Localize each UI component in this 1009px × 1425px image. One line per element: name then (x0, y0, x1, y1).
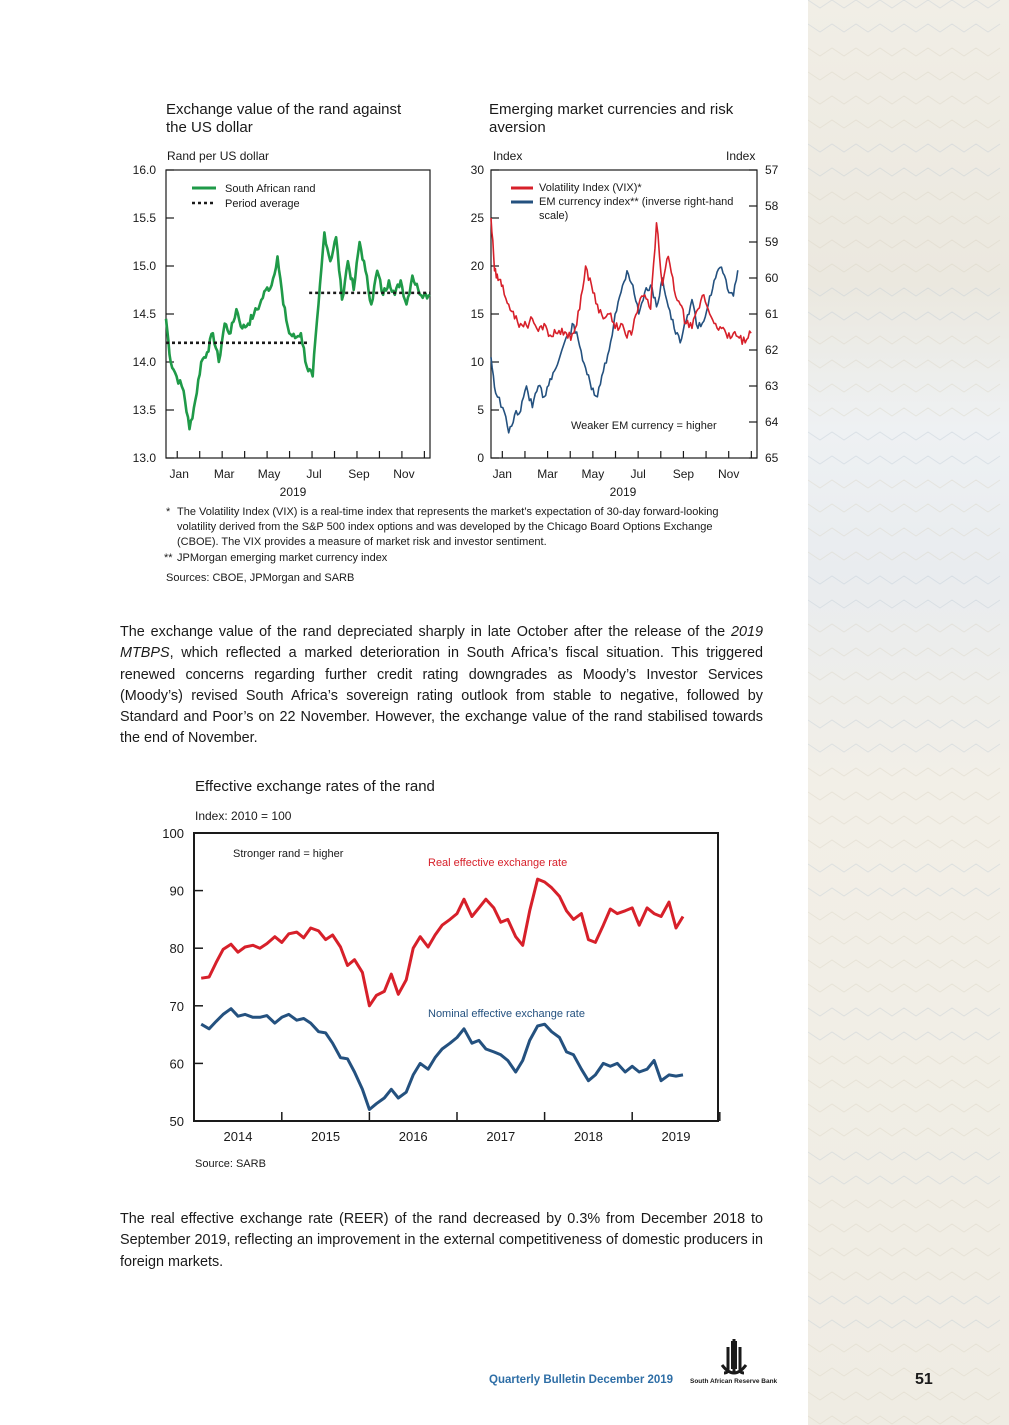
pattern-stroke (808, 1248, 1000, 1256)
chart3-y-tick-label: 100 (162, 826, 184, 841)
pattern-stroke (808, 1056, 1000, 1064)
pattern-stroke (808, 1296, 1000, 1304)
chart1-unit-label: Rand per US dollar (167, 149, 270, 163)
chart2-year-label: 2019 (609, 485, 637, 499)
chart3-unit-label: Index: 2010 = 100 (195, 809, 292, 823)
chart2-left-y-tick-label: 10 (470, 355, 484, 369)
pattern-stroke (808, 936, 1000, 944)
chart3-y-tick-label: 70 (169, 998, 184, 1014)
paragraph-reer: The real effective exchange rate (REER) of the rand decreased by 0.3% from December 2018 to September 2019, reflecting an improvement in the external competitiveness of domestic producers in foreign markets. (120, 1211, 763, 1270)
pattern-stroke (808, 528, 1000, 536)
chart3-note: Stronger rand = higher (233, 848, 344, 860)
page-number: 51 (915, 1371, 933, 1388)
chart2-legend-em-label-cont: scale) (539, 210, 569, 222)
chart3-x-tick-label: 2016 (398, 1129, 428, 1144)
chart2-right-y-tick-label: 62 (765, 343, 779, 357)
chart3-y-tick-label: 80 (169, 941, 184, 957)
chart1-y-tick-label: 14.5 (132, 307, 156, 321)
pattern-stroke (808, 1344, 1000, 1352)
pattern-stroke (808, 1224, 1000, 1232)
pattern-stroke (808, 1128, 1000, 1136)
pattern-stroke (808, 1104, 1000, 1112)
chart2-right-unit-label: Index (726, 149, 756, 163)
chart2-right-y-tick-label: 59 (765, 235, 779, 249)
chart2-x-tick-label: Jan (492, 467, 512, 481)
pattern-stroke (808, 864, 1000, 872)
pattern-stroke (808, 624, 1000, 632)
chart2-series-group (491, 218, 751, 433)
pattern-stroke (808, 1416, 1000, 1424)
chart3-series-group (201, 879, 683, 1109)
chart2-right-y-axis (749, 163, 779, 465)
chart2-x-tick-label: May (581, 467, 605, 481)
pattern-stroke (808, 792, 1000, 800)
pattern-stroke (808, 648, 1000, 656)
pattern-stroke (808, 768, 1000, 776)
chart3-label-real: Real effective exchange rate (428, 857, 568, 869)
chart2-legend-vix-label: Volatility Index (VIX)* (539, 182, 642, 194)
chart1-y-tick-label: 14.0 (132, 355, 156, 369)
chart1-y-tick-label: 13.0 (132, 451, 156, 465)
chart3-plot-frame (194, 833, 718, 1121)
chart2-left-y-tick-label: 5 (477, 403, 484, 417)
chart2-left-y-axis (471, 163, 499, 465)
chart2-title: Emerging market currencies and risk aversion (489, 101, 734, 136)
chart3-x-axis (224, 1112, 720, 1144)
footnote-star1-marker: * (166, 506, 171, 518)
chart2-left-y-tick-label: 20 (470, 259, 484, 273)
chart3-x-tick-label: 2014 (223, 1129, 253, 1144)
chart3-source: Source: SARB (195, 1158, 266, 1170)
chart1-x-tick-label: Mar (213, 467, 235, 481)
chart3-x-tick-label: 2019 (661, 1129, 691, 1144)
chart1-plot-frame (166, 170, 430, 458)
chart1-y-tick-label: 15.5 (132, 211, 156, 225)
pattern-stroke (808, 672, 1000, 680)
pattern-stroke (808, 552, 1000, 560)
pattern-stroke (808, 1032, 1000, 1040)
mtbps-italic: 2019 MTBPS (120, 624, 763, 662)
chart3-label-nominal: Nominal effective exchange rate (428, 1008, 585, 1020)
chart1-legend-average-label: Period average (225, 198, 300, 210)
top-charts-canvas (0, 0, 1009, 520)
chart1-rand-line (166, 232, 430, 429)
chart2-right-y-tick-label: 58 (765, 199, 779, 213)
chart3-nominal-line (201, 1009, 683, 1110)
pattern-stroke (808, 960, 1000, 968)
footnote-star2-marker: ** (164, 552, 173, 564)
pattern-stroke (808, 1152, 1000, 1160)
pattern-stroke (808, 696, 1000, 704)
footnote-star2: JPMorgan emerging market currency index (177, 552, 388, 564)
chart1-x-tick-label: Nov (393, 467, 415, 481)
chart2-vix-line (491, 218, 751, 344)
sarb-logo-icon (718, 1337, 750, 1377)
chart2-right-y-tick-label: 57 (765, 163, 779, 177)
footnote-star1: The Volatility Index (VIX) is a real-time index that represents the market’s expectation of 30-day forward-looking volatility derived from the S&P 500 index options and was developed by the Chicago Board Options Exchange (CBOE). The VIX provides a measure of market risk and investor sentiment. (177, 506, 719, 548)
footer-publication: Quarterly Bulletin December 2019 (489, 1374, 674, 1386)
chart1-y-tick-label: 16.0 (132, 163, 156, 177)
chart1-legend-rand-label: South African rand (225, 183, 316, 195)
pattern-stroke (808, 744, 1000, 752)
chart2-em-line (491, 267, 738, 433)
pattern-stroke (808, 816, 1000, 824)
pattern-stroke (808, 912, 1000, 920)
chart2-x-axis (493, 451, 752, 481)
chart3-y-tick-label: 60 (169, 1056, 184, 1072)
pattern-stroke (808, 1176, 1000, 1184)
pattern-stroke (808, 1200, 1000, 1208)
pattern-stroke (808, 600, 1000, 608)
pattern-stroke (808, 1272, 1000, 1280)
footer-bank-name: South African Reserve Bank (690, 1378, 778, 1385)
chart3-y-tick-label: 90 (169, 883, 184, 899)
chart2-right-y-tick-label: 63 (765, 379, 779, 393)
chart1-x-tick-label: Sep (348, 467, 370, 481)
pattern-stroke (808, 888, 1000, 896)
chart3-y-tick-label: 50 (169, 1114, 184, 1129)
chart1-x-tick-label: Jul (306, 467, 322, 481)
chart1-x-axis (170, 451, 425, 481)
chart2-left-y-tick-label: 15 (470, 307, 484, 321)
chart2-left-y-tick-label: 0 (477, 451, 484, 465)
chart3-x-tick-label: 2018 (573, 1129, 603, 1144)
chart3-title: Effective exchange rates of the rand (195, 778, 435, 795)
chart2-plot-frame (491, 170, 757, 458)
chart1-x-tick-label: Jan (169, 467, 189, 481)
chart2-right-y-tick-label: 65 (765, 451, 779, 465)
chart2-right-y-tick-label: 60 (765, 271, 779, 285)
pattern-stroke (808, 984, 1000, 992)
chart1-y-tick-label: 15.0 (132, 259, 156, 273)
chart2-left-y-tick-label: 25 (470, 211, 484, 225)
pattern-stroke (808, 1392, 1000, 1400)
paragraph-exchange-rate: The exchange value of the rand depreciated sharply in late October after the release of the 2019 MTBPS, which reflected a marked deterioration in South Africa’s fiscal situation. This triggered renewed concerns regarding further credit rating downgrades as Moody’s Investor Services (Moody’s) revised South Africa’s sovereign rating outlook from stable to negative, followed by Standard and Poor’s on 22 November. However, the exchange value of the rand stabilised towards the end of November. (120, 624, 763, 747)
chart1-series-group (166, 232, 430, 429)
pattern-stroke (808, 576, 1000, 584)
chart2-x-tick-label: Sep (672, 467, 695, 481)
pattern-stroke (808, 720, 1000, 728)
chart2-left-unit-label: Index (493, 149, 523, 163)
chart3-y-axis (162, 826, 203, 1129)
chart2-right-y-tick-label: 61 (765, 307, 779, 321)
chart3-x-tick-label: 2017 (486, 1129, 516, 1144)
chart2-left-y-tick-label: 30 (470, 163, 484, 177)
chart2-x-tick-label: Jul (630, 467, 646, 481)
chart2-x-tick-label: Nov (718, 467, 740, 481)
chart2-legend-em-label: EM currency index** (inverse right-hand (539, 196, 734, 208)
chart3-real-line (201, 879, 683, 1006)
chart1-y-axis (133, 163, 174, 465)
pattern-stroke (808, 840, 1000, 848)
chart1-year-label: 2019 (279, 485, 307, 499)
pattern-stroke (808, 1080, 1000, 1088)
chart2-right-y-tick-label: 64 (765, 415, 779, 429)
pattern-stroke (808, 1320, 1000, 1328)
pattern-stroke (808, 1368, 1000, 1376)
chart2-annotation: Weaker EM currency = higher (571, 420, 717, 432)
chart1-y-tick-label: 13.5 (132, 403, 156, 417)
pattern-stroke (808, 1008, 1000, 1016)
chart1-title: Exchange value of the rand against the US dollar (166, 101, 402, 136)
chart3-x-tick-label: 2015 (311, 1129, 341, 1144)
chart-sources: Sources: CBOE, JPMorgan and SARB (166, 572, 355, 584)
chart2-x-tick-label: Mar (537, 467, 558, 481)
chart1-x-tick-label: May (257, 467, 281, 481)
